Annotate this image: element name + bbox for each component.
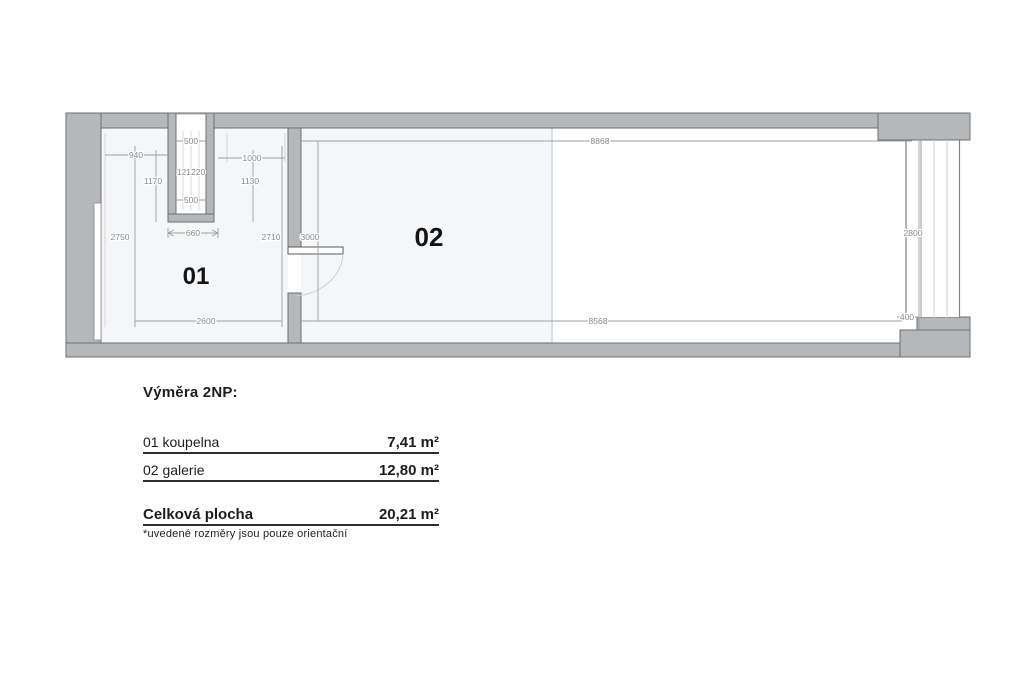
wall-partition-lower [288,293,301,343]
dim-label-3000: 3000 [300,232,320,242]
legend-total-row [143,506,439,526]
room-01-label: 01 [182,263,210,290]
dim-label-500-bottom: 500 [183,195,199,205]
dim-label-2710: 2710 [261,232,281,242]
room-01-area: 7,41 m² [387,434,439,451]
area-legend [143,384,439,540]
dim-label-1000: 1000 [242,153,262,163]
legend-row-galerie [143,462,439,482]
legend-row-koupelna [143,434,439,454]
wall-niche-bottom [168,214,214,222]
room-02-label: 02 [414,222,444,252]
total-area-value: 20,21 m² [378,506,439,523]
wall-top-right-block [878,113,970,140]
legend-rows [143,434,439,482]
wall-bottom-right-block-b [900,330,970,357]
legend-title: Výměra 2NP: [143,384,238,401]
dim-label-500-top: 500 [183,136,199,146]
wall-left-recess [94,203,101,340]
total-area-label: Celková plocha [143,506,254,523]
wall-bottom [66,343,970,357]
dim-label-8868: 8868 [590,136,610,146]
dim-label-8568: 8568 [588,316,608,326]
dim-label-1130: 1130 [240,176,260,186]
dim-label-121220: 121220 [176,167,206,177]
wall-niche-left [168,113,176,222]
dim-label-940: 940 [128,150,144,160]
room-02-area: 12,80 m² [378,462,439,479]
wall-partition-upper [288,128,301,248]
dim-label-2750: 2750 [110,232,130,242]
dim-label-400: 400 [899,312,915,322]
room-02-name: 02 galerie [143,462,205,478]
dim-label-1170: 1170 [143,176,163,186]
door-leaf [288,247,343,254]
dim-label-2600: 2600 [196,316,216,326]
room-01-name: 01 koupelna [143,434,220,450]
dim-label-2800: 2800 [903,228,923,238]
wall-niche-right [206,113,214,222]
dim-label-660: 660 [185,228,201,238]
legend-note: *uvedené rozměry jsou pouze orientační [143,528,348,540]
